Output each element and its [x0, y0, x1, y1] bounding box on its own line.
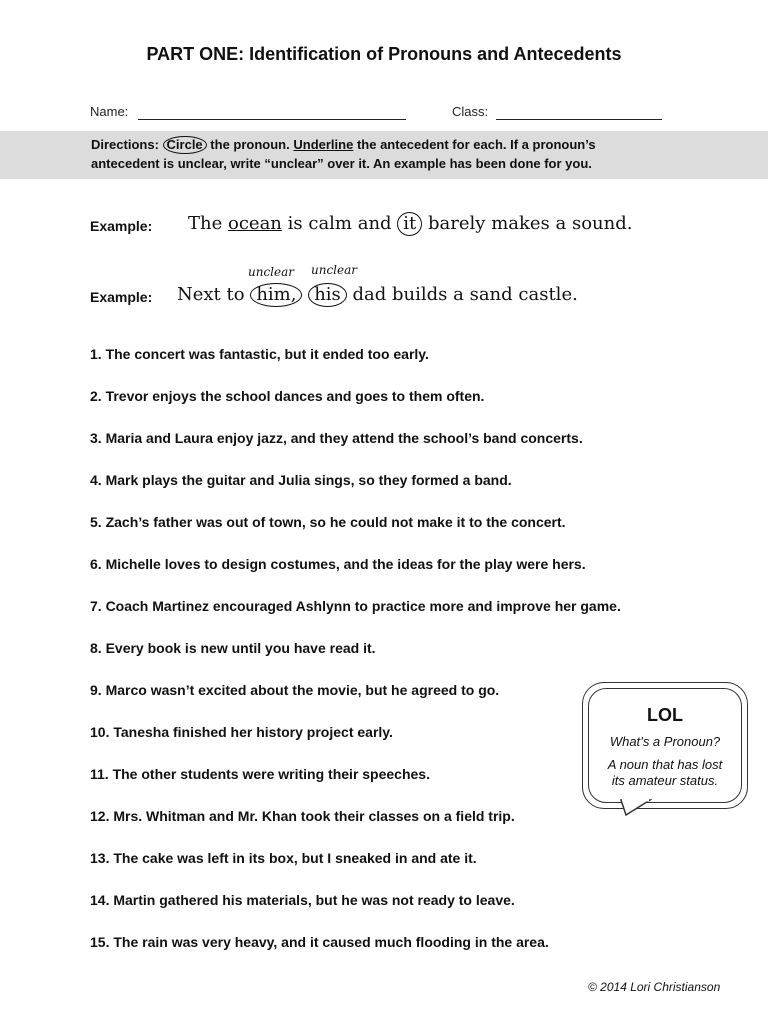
- example-1-word: barely makes a sound.: [428, 213, 633, 234]
- directions-box: [0, 131, 768, 179]
- bubble-answer-line-2: its amateur status.: [611, 773, 719, 788]
- example-1-label: Example:: [90, 218, 153, 234]
- directions-label: Directions:: [91, 137, 159, 152]
- list-item: 7. Coach Martinez encouraged Ashlynn to practice more and improve her game.: [90, 598, 621, 614]
- speech-bubble-inner: [588, 688, 742, 803]
- list-item: 5. Zach’s father was out of town, so he could not make it to the concert.: [90, 514, 566, 530]
- speech-bubble-tail-icon: [620, 799, 654, 817]
- example-1-word: is calm and: [287, 213, 392, 234]
- bubble-answer-line-1: A noun that has lost: [607, 757, 723, 772]
- example-1-sentence: [188, 212, 632, 236]
- example-1-antecedent: ocean: [228, 213, 282, 234]
- directions-line-2: antecedent is unclear, write “unclear” over it. An example has been done for you.: [91, 156, 592, 171]
- list-item: 9. Marco wasn’t excited about the movie, but he agreed to go.: [90, 682, 500, 698]
- copyright-text: © 2014 Lori Christianson: [588, 980, 721, 994]
- list-item: 10. Tanesha finished her history project early.: [90, 724, 393, 740]
- name-label: Name:: [90, 104, 129, 119]
- name-field-line[interactable]: [138, 119, 406, 120]
- list-item: 12. Mrs. Whitman and Mr. Khan took their classes on a field trip.: [90, 808, 515, 824]
- list-item: 3. Maria and Laura enjoy jazz, and they attend the school’s band concerts.: [90, 430, 583, 446]
- class-field-line[interactable]: [496, 119, 662, 120]
- list-item: 2. Trevor enjoys the school dances and goes to them often.: [90, 388, 485, 404]
- example-2-pronoun-1: him,: [250, 283, 302, 307]
- example-2-label: Example:: [90, 289, 153, 305]
- list-item: 15. The rain was very heavy, and it caused much flooding in the area.: [90, 934, 549, 950]
- directions-text-2: the antecedent for each. If a pronoun’s: [356, 137, 596, 152]
- bubble-heading: LOL: [647, 705, 683, 725]
- page-title: PART ONE: Identification of Pronouns and Antecedents: [146, 44, 622, 64]
- example-1-word: The: [188, 213, 223, 234]
- example-2-word: dad builds a sand castle.: [352, 284, 578, 305]
- unclear-note-2: unclear: [311, 263, 358, 277]
- list-item: 6. Michelle loves to design costumes, and the ideas for the play were hers.: [90, 556, 586, 572]
- list-item: 8. Every book is new until you have read it.: [90, 640, 376, 656]
- bubble-answer: [589, 757, 741, 789]
- list-item: 1. The concert was fantastic, but it ended too early.: [90, 346, 429, 362]
- bubble-question: What’s a Pronoun?: [609, 734, 721, 749]
- underline-word: Underline: [293, 137, 354, 152]
- list-item: 14. Martin gathered his materials, but he was not ready to leave.: [90, 892, 515, 908]
- unclear-note-1: unclear: [248, 265, 295, 279]
- circle-word: Circle: [163, 136, 207, 154]
- directions-text-1: the pronoun.: [210, 137, 290, 152]
- example-2-pronoun-2: his: [308, 283, 347, 307]
- example-2-word: Next to: [177, 284, 245, 305]
- list-item: 4. Mark plays the guitar and Julia sings, so they formed a band.: [90, 472, 512, 488]
- directions-line-1: [91, 136, 596, 154]
- class-label: Class:: [452, 104, 489, 119]
- example-1-pronoun: it: [397, 212, 422, 236]
- speech-bubble: [582, 682, 752, 817]
- example-2-sentence: [177, 283, 578, 307]
- list-item: 11. The other students were writing their speeches.: [90, 766, 430, 782]
- list-item: 13. The cake was left in its box, but I sneaked in and ate it.: [90, 850, 477, 866]
